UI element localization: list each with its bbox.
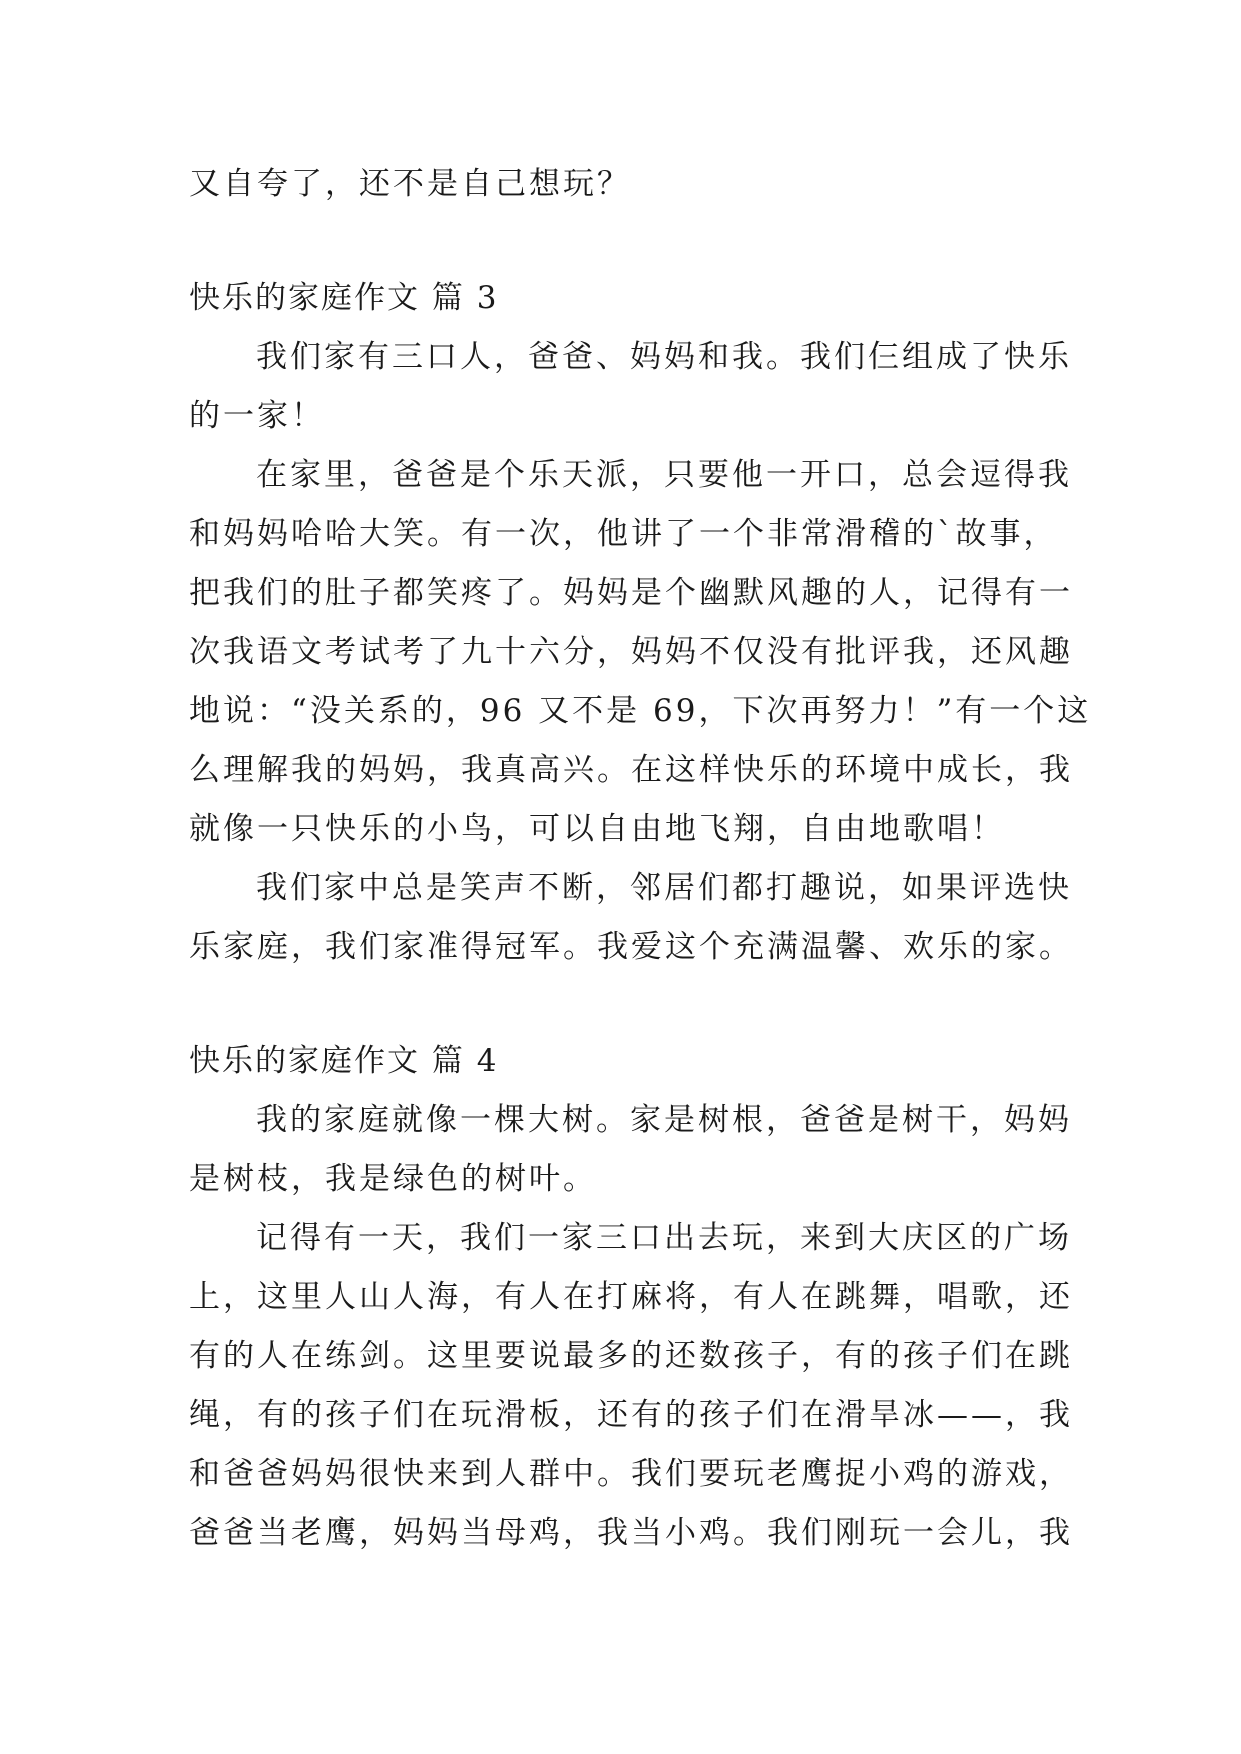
paragraph-line: 么理解我的妈妈，我真高兴。在这样快乐的环境中成长，我 xyxy=(189,752,1073,788)
paragraph-line: 和爸爸妈妈很快来到人群中。我们要玩老鹰捉小鸡的游戏， xyxy=(189,1456,1073,1492)
paragraph-line: 的一家！ xyxy=(189,398,325,434)
paragraph-line: 我们家有三口人，爸爸、妈妈和我。我们仨组成了快乐 xyxy=(256,339,1072,375)
paragraph-line: 次我语文考试考了九十六分，妈妈不仅没有批评我，还风趣 xyxy=(189,634,1073,670)
paragraph-line: 乐家庭，我们家准得冠军。我爱这个充满温馨、欢乐的家。 xyxy=(189,929,1073,965)
paragraph-line: 上，这里人山人海，有人在打麻将，有人在跳舞，唱歌，还 xyxy=(189,1279,1073,1315)
section-heading: 快乐的家庭作文 篇 3 xyxy=(189,280,499,316)
paragraph-line: 地说：“没关系的，96 又不是 69，下次再努力！”有一个这 xyxy=(189,693,1092,729)
paragraph-line: 我的家庭就像一棵大树。家是树根，爸爸是树干，妈妈 xyxy=(256,1102,1072,1138)
text-line: 又自夸了，还不是自己想玩？ xyxy=(189,166,631,202)
paragraph-line: 和妈妈哈哈大笑。有一次，他讲了一个非常滑稽的`故事， xyxy=(189,516,1058,552)
paragraph-line: 是树枝，我是绿色的树叶。 xyxy=(189,1161,597,1197)
section-heading: 快乐的家庭作文 篇 4 xyxy=(189,1043,499,1079)
paragraph-line: 记得有一天，我们一家三口出去玩，来到大庆区的广场 xyxy=(256,1220,1072,1256)
paragraph-line: 把我们的肚子都笑疼了。妈妈是个幽默风趣的人，记得有一 xyxy=(189,575,1073,611)
paragraph-line: 我们家中总是笑声不断，邻居们都打趣说，如果评选快 xyxy=(256,870,1072,906)
paragraph-line: 在家里，爸爸是个乐天派，只要他一开口，总会逗得我 xyxy=(256,457,1072,493)
paragraph-line: 绳，有的孩子们在玩滑板，还有的孩子们在滑旱冰——，我 xyxy=(189,1397,1073,1433)
paragraph-line: 有的人在练剑。这里要说最多的还数孩子，有的孩子们在跳 xyxy=(189,1338,1073,1374)
paragraph-line: 爸爸当老鹰，妈妈当母鸡，我当小鸡。我们刚玩一会儿，我 xyxy=(189,1515,1073,1551)
paragraph-line: 就像一只快乐的小鸟，可以自由地飞翔，自由地歌唱！ xyxy=(189,811,1005,847)
